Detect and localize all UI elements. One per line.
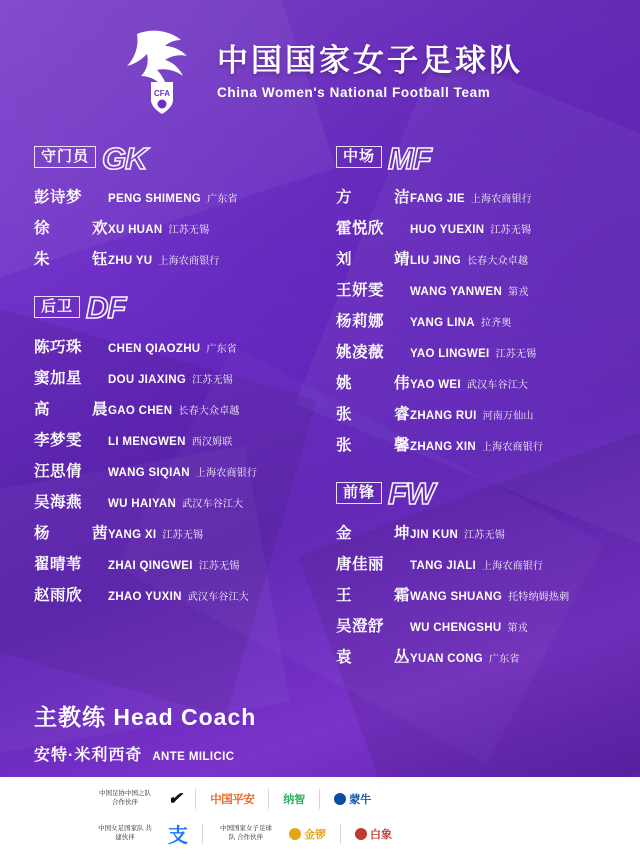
player-name-en: WU CHENGSHU	[410, 621, 502, 634]
player-name-en: CHEN QIAOZHU	[108, 342, 201, 355]
section-label-cn: 中场	[336, 146, 382, 168]
section-label-en: MF	[388, 141, 431, 176]
player-row	[34, 397, 320, 419]
section-head-mf	[336, 141, 606, 176]
player-name-en: WANG YANWEN	[410, 286, 503, 299]
player-row	[34, 428, 320, 450]
player-row	[34, 583, 320, 605]
player-name-cn: 霍 悦 欣	[336, 220, 385, 238]
coach-name-en: ANTE MILICIC	[152, 750, 235, 763]
player-club: 武汉车谷江大	[182, 498, 244, 510]
player-row	[34, 366, 320, 388]
sponsor-label-2: 中国女足国家队 共建伙伴	[98, 825, 152, 841]
sponsor-row-2	[96, 818, 544, 849]
player-club: 上海农商银行	[481, 442, 544, 454]
player-name-cn: 王 妍 雯	[336, 282, 385, 300]
player-name-en: FANG JIE	[410, 193, 465, 206]
player-row	[336, 309, 606, 331]
section-head-df	[34, 290, 320, 326]
player-name-en: JIN KUN	[410, 528, 459, 541]
player-club: 广东省	[207, 194, 238, 206]
baixiang-label: 白象	[370, 828, 392, 841]
player-club: 河南万仙山	[482, 411, 534, 423]
player-name-cn: 吴 澄 舒	[336, 617, 385, 635]
roster-column-left	[34, 141, 320, 693]
player-name-cn: 姚 伟	[336, 375, 410, 393]
player-row	[34, 552, 320, 574]
player-club: 江苏无锡	[168, 225, 210, 237]
jinluo-logo	[289, 826, 326, 842]
poster-header	[0, 0, 640, 118]
page-title-cn: 中国国家女子足球队	[217, 43, 523, 79]
player-row	[336, 371, 606, 393]
player-name-cn: 姚 凌 薇	[336, 344, 385, 362]
section-head-fw	[336, 476, 606, 512]
sponsor-divider	[195, 789, 196, 809]
player-club: 江苏无锡	[464, 529, 505, 541]
player-name-en: YANG LINA	[410, 317, 475, 330]
player-name-en: YAO WEI	[410, 379, 461, 392]
player-name-cn: 赵 雨 欣	[34, 586, 83, 604]
player-club: 江苏无锡	[198, 560, 240, 572]
player-name-cn: 袁 丛	[336, 648, 410, 666]
player-name-cn: 杨 莉 娜	[336, 313, 385, 331]
jinluo-mark-icon	[289, 828, 301, 840]
coach-name	[34, 742, 606, 765]
header-titles	[217, 44, 523, 99]
player-name-cn: 翟 晴 苇	[34, 555, 83, 573]
player-name-en: TANG JIALI	[410, 559, 477, 572]
player-row	[34, 216, 320, 238]
section-fw	[336, 476, 606, 666]
coach-name-cn: 安特·米利西奇	[34, 746, 143, 764]
player-name-cn: 刘 靖	[336, 251, 410, 269]
sponsor-footer	[0, 777, 640, 855]
player-name-en: ZHAI QINGWEI	[108, 559, 193, 572]
player-club: 上海农商银行	[195, 467, 258, 479]
player-name-cn: 杨 茜	[34, 524, 108, 542]
pingan-logo	[210, 791, 254, 807]
player-name-en: WU HAIYAN	[108, 497, 177, 510]
player-name-cn: 张 睿	[336, 406, 410, 424]
player-row	[336, 247, 606, 269]
player-name-en: WANG SHUANG	[410, 590, 503, 603]
player-club: 长春大众卓越	[178, 405, 240, 417]
player-name-en: PENG SHIMENG	[108, 193, 202, 206]
baixiang-logo	[355, 826, 392, 842]
player-row	[336, 216, 606, 238]
player-club: 武汉车谷江大	[466, 380, 529, 392]
player-name-cn: 张 馨	[336, 437, 410, 455]
player-name-cn: 王 霜	[336, 586, 410, 604]
mengniu-logo	[334, 791, 371, 807]
player-club: 上海农商银行	[158, 256, 220, 268]
player-row	[336, 645, 606, 667]
player-name-en: LIU JING	[410, 255, 461, 268]
sponsor-label-3: 中国国家女子足球队 合作伙伴	[220, 825, 272, 841]
section-label-cn: 前锋	[336, 482, 382, 504]
player-row	[336, 185, 606, 207]
svg-text:CFA: CFA	[154, 89, 170, 98]
pingan-label: 中国平安	[210, 793, 255, 806]
player-name-en: GAO CHEN	[108, 404, 173, 417]
jinluo-label: 金锣	[304, 828, 326, 841]
player-row	[336, 521, 606, 543]
player-name-cn: 金 坤	[336, 524, 410, 542]
player-row	[336, 278, 606, 300]
player-row	[34, 490, 320, 512]
roster-column-right	[320, 141, 606, 693]
player-name-en: YAO LINGWEI	[410, 348, 490, 361]
player-club: 江苏无锡	[192, 374, 233, 386]
section-label-cn: 后卫	[34, 296, 80, 318]
sponsor-divider	[268, 789, 269, 809]
coach-block	[0, 693, 640, 765]
section-label-en: DF	[86, 290, 126, 326]
sponsor-divider	[340, 824, 341, 844]
player-row	[34, 335, 320, 357]
player-name-en: LI MENGWEN	[108, 435, 186, 448]
section-label-cn: 守门员	[34, 146, 96, 168]
mengniu-mark-icon	[334, 793, 346, 805]
page-title-en: China Women's National Football Team	[217, 84, 491, 100]
player-name-en: ZHU YU	[108, 255, 153, 268]
player-name-cn: 彭 诗 梦	[34, 189, 83, 207]
player-club: 长春大众卓越	[466, 256, 529, 268]
sponsor-divider	[319, 789, 320, 809]
player-row	[336, 402, 606, 424]
player-name-cn: 汪 思 倩	[34, 462, 83, 480]
player-row	[336, 552, 606, 574]
player-name-en: ZHANG XIN	[410, 441, 476, 454]
player-name-en: YUAN CONG	[410, 652, 483, 665]
player-name-cn: 吴 海 燕	[34, 493, 83, 511]
player-name-en: HUO YUEXIN	[410, 224, 485, 237]
player-row	[34, 521, 320, 543]
player-club: 西汉姆联	[191, 436, 233, 448]
nami-logo: 纳智	[283, 793, 306, 806]
player-name-cn: 朱 钰	[34, 251, 108, 269]
player-club: 上海农商银行	[470, 194, 533, 206]
player-club: 武汉车谷江大	[187, 591, 249, 603]
player-row	[336, 433, 606, 455]
player-name-cn: 李 梦 雯	[34, 431, 83, 449]
player-row	[34, 247, 320, 269]
player-row	[34, 185, 320, 207]
player-club: 第戎	[507, 622, 528, 634]
section-gk	[34, 141, 320, 269]
player-name-cn: 唐 佳 丽	[336, 555, 385, 573]
coach-label: 主教练 Head Coach	[34, 703, 257, 730]
player-name-cn: 陈 巧 珠	[34, 338, 83, 356]
player-name-cn: 徐 欢	[34, 220, 108, 238]
sponsor-divider	[202, 824, 203, 844]
section-label-en: GK	[102, 141, 147, 176]
player-name-cn: 方 洁	[336, 189, 410, 207]
player-club: 第戎	[508, 287, 529, 299]
cfa-crest-icon	[117, 26, 203, 118]
player-club: 江苏无锡	[490, 225, 532, 237]
player-name-en: YANG XI	[108, 528, 157, 541]
mengniu-label: 蒙牛	[349, 793, 372, 806]
player-club: 上海农商银行	[482, 560, 544, 572]
player-name-en: ZHANG RUI	[410, 410, 477, 423]
player-name-cn: 高 晨	[34, 400, 108, 418]
section-label-en: FW	[388, 476, 435, 512]
player-club: 托特纳姆热刺	[508, 591, 570, 603]
section-mf	[336, 141, 606, 455]
player-name-en: WANG SIQIAN	[108, 466, 190, 479]
alipay-logo: 支	[168, 825, 188, 847]
player-name-en: DOU JIAXING	[108, 373, 187, 386]
player-name-cn: 窦 加 星	[34, 369, 83, 387]
baixiang-mark-icon	[355, 828, 367, 840]
section-head-gk	[34, 141, 320, 176]
player-row	[34, 459, 320, 481]
player-club: 广东省	[206, 343, 238, 355]
player-name-en: ZHAO YUXIN	[108, 590, 182, 603]
player-row	[336, 583, 606, 605]
player-club: 广东省	[488, 653, 520, 665]
player-club: 江苏无锡	[162, 529, 204, 541]
player-row	[336, 340, 606, 362]
player-club: 江苏无锡	[495, 349, 537, 361]
player-club: 拉齐奥	[480, 318, 512, 330]
sponsor-label-1: 中国足协中国之队 合作伙伴	[99, 790, 151, 806]
section-df	[34, 290, 320, 604]
player-row	[336, 614, 606, 636]
nike-logo-icon: ✔	[168, 788, 182, 808]
sponsor-row-1	[96, 783, 544, 814]
player-name-en: XU HUAN	[108, 224, 163, 237]
roster-columns	[0, 118, 640, 693]
